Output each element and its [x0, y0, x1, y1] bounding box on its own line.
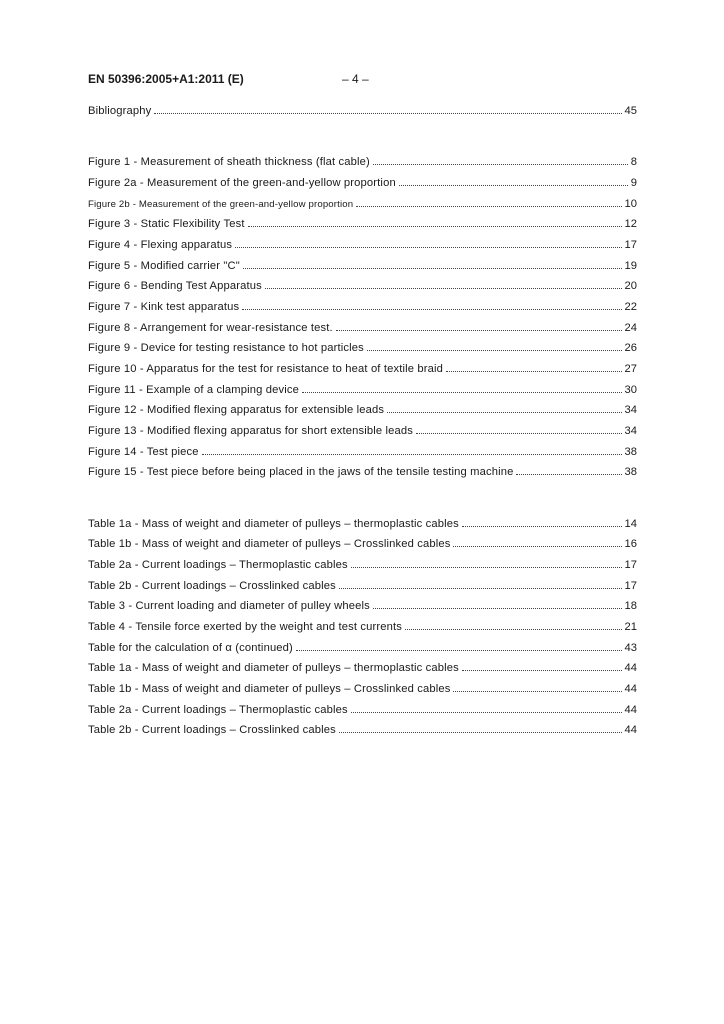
toc-entry-table[interactable]	[88, 682, 637, 696]
toc-page: 19	[624, 260, 637, 272]
toc-page: 27	[624, 363, 637, 375]
toc-page: 17	[624, 580, 637, 592]
dot-leader	[242, 299, 621, 310]
toc-label: Figure 4 - Flexing apparatus	[88, 239, 233, 251]
dot-leader	[339, 578, 622, 589]
toc-page: 38	[624, 446, 637, 458]
toc-label: Table for the calculation of α (continued)	[88, 642, 293, 654]
toc-label: Figure 9 - Device for testing resistance to hot particles	[88, 342, 364, 354]
toc-page: 8	[630, 156, 637, 168]
toc-label: Table 2b - Current loadings – Crosslinked cables	[88, 580, 336, 592]
toc-page: 30	[624, 384, 637, 396]
toc-label: Figure 2a - Measurement of the green-and-yellow proportion	[88, 177, 396, 189]
toc-entry-figure[interactable]	[88, 300, 637, 314]
toc-label: Figure 10 - Apparatus for the test for resistance to heat of textile braid	[88, 363, 443, 375]
toc-page: 18	[624, 600, 637, 612]
toc-label: Bibliography	[88, 105, 152, 117]
toc-label: Figure 11 - Example of a clamping device	[88, 384, 299, 396]
toc-label: Table 1b - Mass of weight and diameter of pulleys – Crosslinked cables	[88, 538, 451, 550]
dot-leader	[351, 557, 622, 568]
toc-page: 10	[624, 198, 637, 210]
toc-label: Table 3 - Current loading and diameter of pulley wheels	[88, 600, 370, 612]
toc-entry-table[interactable]	[88, 599, 637, 613]
toc-page: 43	[624, 642, 637, 654]
toc-page: 17	[624, 559, 637, 571]
dot-leader	[265, 278, 622, 289]
dot-leader	[373, 598, 622, 609]
dot-leader	[336, 320, 622, 331]
toc-label: Figure 3 - Static Flexibility Test	[88, 218, 245, 230]
toc-entry-table[interactable]	[88, 661, 637, 675]
dot-leader	[243, 258, 622, 269]
toc-page: 38	[624, 466, 637, 478]
dot-leader	[302, 382, 622, 393]
toc-label: Figure 6 - Bending Test Apparatus	[88, 280, 262, 292]
dot-leader	[351, 702, 622, 713]
toc-entry-figure[interactable]	[88, 279, 637, 293]
toc-entry-table[interactable]	[88, 723, 637, 737]
toc-label: Figure 5 - Modified carrier "C"	[88, 260, 240, 272]
toc-label: Table 2b - Current loadings – Crosslinked cables	[88, 724, 336, 736]
toc-page: 44	[624, 724, 637, 736]
toc-entry-table[interactable]	[88, 620, 637, 634]
toc-entry-figure[interactable]	[88, 217, 637, 231]
toc-label: Table 1a - Mass of weight and diameter of pulleys – thermoplastic cables	[88, 662, 459, 674]
toc-entry-figure[interactable]	[88, 362, 637, 376]
dot-leader	[248, 216, 622, 227]
toc-label: Figure 2b - Measurement of the green-and-yellow proportion	[88, 199, 354, 210]
toc-label: Figure 12 - Modified flexing apparatus for extensible leads	[88, 404, 385, 416]
toc-page: 17	[624, 239, 637, 251]
toc-entry-figure[interactable]	[88, 321, 637, 335]
toc-entry-figure[interactable]	[88, 155, 637, 169]
toc-entry-figure[interactable]	[88, 176, 637, 190]
dot-leader	[446, 361, 622, 372]
toc-label: Figure 13 - Modified flexing apparatus for short extensible leads	[88, 425, 414, 437]
dot-leader	[453, 681, 621, 692]
toc-page: 12	[624, 218, 637, 230]
toc-page: 44	[624, 683, 637, 695]
toc-entry-figure[interactable]	[88, 238, 637, 252]
toc-label: Table 2a - Current loadings – Thermoplastic cables	[88, 704, 348, 716]
toc-entry-figure[interactable]	[88, 424, 637, 438]
toc-page: 34	[624, 425, 637, 437]
dot-leader	[462, 516, 622, 527]
toc-page: 26	[624, 342, 637, 354]
toc-entry-figure[interactable]	[88, 445, 637, 459]
dot-leader	[405, 619, 622, 630]
dot-leader	[154, 103, 621, 114]
toc-entry-table[interactable]	[88, 703, 637, 717]
toc-label: Figure 8 - Arrangement for wear-resistance test.	[88, 322, 333, 334]
toc-entry-figure[interactable]	[88, 259, 637, 273]
toc-entry-figure[interactable]	[88, 403, 637, 417]
toc-page: 20	[624, 280, 637, 292]
toc-entry-figure[interactable]	[88, 197, 637, 212]
toc-page: 21	[624, 621, 637, 633]
toc-page: 34	[624, 404, 637, 416]
toc-entry-bibliography[interactable]	[88, 104, 637, 118]
toc-label: Figure 15 - Test piece before being placed in the jaws of the tensile testing machine	[88, 466, 514, 478]
toc-page: 9	[630, 177, 637, 189]
dot-leader	[356, 196, 621, 207]
dot-leader	[416, 423, 622, 434]
page-header	[88, 72, 369, 86]
dot-leader	[387, 402, 621, 413]
toc-page: 14	[624, 518, 637, 530]
toc-label: Table 1b - Mass of weight and diameter of pulleys – Crosslinked cables	[88, 683, 451, 695]
dot-leader	[235, 237, 621, 248]
dot-leader	[296, 640, 622, 651]
toc-entry-table[interactable]	[88, 579, 637, 593]
dot-leader	[462, 660, 622, 671]
toc-entry-table[interactable]	[88, 517, 637, 531]
toc-label: Figure 1 - Measurement of sheath thickness (flat cable)	[88, 156, 370, 168]
toc-label: Figure 7 - Kink test apparatus	[88, 301, 240, 313]
dot-leader	[373, 154, 628, 165]
dot-leader	[399, 175, 628, 186]
toc-entry-table[interactable]	[88, 641, 637, 655]
toc-entry-table[interactable]	[88, 558, 637, 572]
toc-page: 45	[624, 105, 637, 117]
toc-label: Table 2a - Current loadings – Thermoplastic cables	[88, 559, 348, 571]
toc-entry-figure[interactable]	[88, 383, 637, 397]
toc-page: 44	[624, 704, 637, 716]
toc-page: 44	[624, 662, 637, 674]
toc-entry-figure[interactable]	[88, 341, 637, 355]
page-number: – 4 –	[342, 72, 369, 86]
dot-leader	[202, 444, 622, 455]
document-id: EN 50396:2005+A1:2011 (E)	[88, 72, 244, 86]
toc-entry-figure[interactable]	[88, 465, 637, 479]
toc-label: Table 1a - Mass of weight and diameter of pulleys – thermoplastic cables	[88, 518, 459, 530]
toc-page: 16	[624, 538, 637, 550]
toc-label: Figure 14 - Test piece	[88, 446, 199, 458]
toc-entry-table[interactable]	[88, 537, 637, 551]
toc-label: Table 4 - Tensile force exerted by the weight and test currents	[88, 621, 402, 633]
toc-page: 24	[624, 322, 637, 334]
dot-leader	[453, 536, 621, 547]
dot-leader	[367, 340, 622, 351]
dot-leader	[339, 722, 622, 733]
dot-leader	[516, 464, 621, 475]
toc-page: 22	[624, 301, 637, 313]
